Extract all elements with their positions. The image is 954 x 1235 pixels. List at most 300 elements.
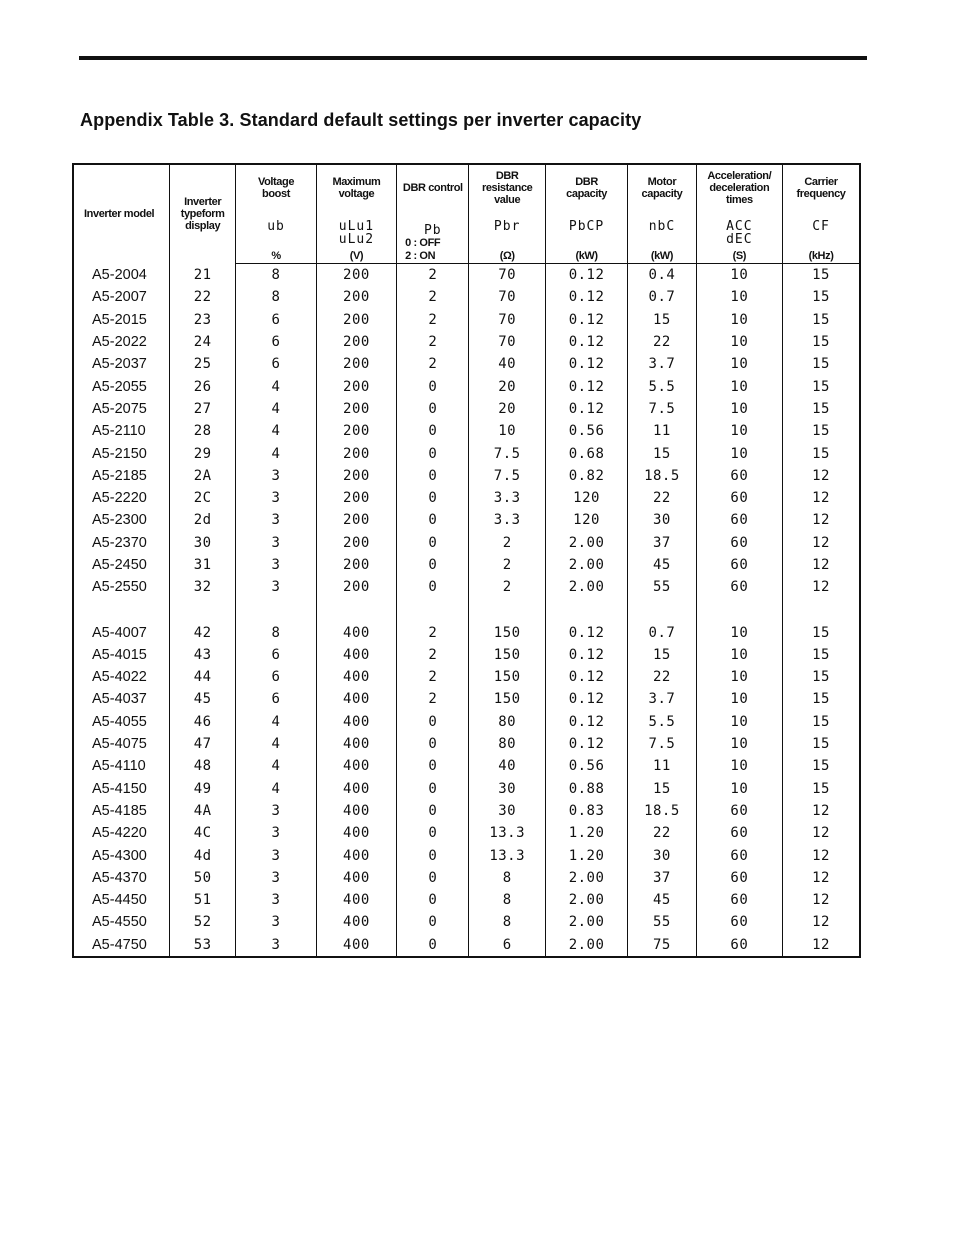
- cell-max-voltage: 200: [316, 509, 396, 531]
- cell-model: A5-4300: [73, 844, 169, 866]
- cell-dbr-control: 0: [397, 934, 469, 957]
- cell-motor-capacity: 37: [628, 532, 696, 554]
- cell-accel-time: 10: [696, 778, 782, 800]
- cell-model: A5-2022: [73, 331, 169, 353]
- cell-dbr-control: 0: [397, 711, 469, 733]
- cell-carrier-frequency: 15: [783, 353, 860, 375]
- cell-dbr-resistance: 20: [469, 375, 545, 397]
- cell-accel-time: 10: [696, 755, 782, 777]
- cell-carrier-frequency: 15: [783, 778, 860, 800]
- cell-dbr-capacity: 1.20: [545, 822, 627, 844]
- header-dbr-resistance: [469, 164, 545, 211]
- table-row: [73, 442, 860, 464]
- cell-max-voltage: 400: [316, 822, 396, 844]
- cell-typeform-display: 29: [169, 442, 235, 464]
- cell-dbr-control: 0: [397, 375, 469, 397]
- cell-max-voltage: 200: [316, 532, 396, 554]
- cell-max-voltage: 400: [316, 934, 396, 957]
- cell-motor-capacity: 0.7: [628, 286, 696, 308]
- header-line: capacity: [566, 188, 607, 200]
- cell-model: A5-2450: [73, 554, 169, 576]
- cell-dbr-capacity: 2.00: [545, 867, 627, 889]
- cell-typeform-display: 2A: [169, 465, 235, 487]
- cell-voltage-boost: 8: [236, 621, 316, 643]
- cell-typeform-display: 42: [169, 621, 235, 643]
- header-line: frequency: [796, 188, 846, 200]
- cell-model: A5-2220: [73, 487, 169, 509]
- cell-voltage-boost: 6: [236, 353, 316, 375]
- cell-dbr-resistance: 70: [469, 264, 545, 287]
- table-row: [73, 420, 860, 442]
- cell-motor-capacity: 75: [628, 934, 696, 957]
- cell-carrier-frequency: 12: [783, 800, 860, 822]
- cell-voltage-boost: 3: [236, 465, 316, 487]
- cell-dbr-resistance: 8: [469, 867, 545, 889]
- spacer-cell: [397, 598, 469, 621]
- spacer-cell: [696, 598, 782, 621]
- parameter-code: Pbr: [493, 219, 521, 234]
- cell-dbr-resistance: 7.5: [469, 442, 545, 464]
- header-max-voltage: [316, 164, 396, 211]
- cell-model: A5-2150: [73, 442, 169, 464]
- cell-motor-capacity: 22: [628, 822, 696, 844]
- cell-max-voltage: 400: [316, 755, 396, 777]
- header-line: Maximum: [332, 176, 381, 188]
- header-inverter-model: Inverter model: [73, 164, 169, 264]
- cell-dbr-capacity: 2.00: [545, 889, 627, 911]
- cell-model: A5-2370: [73, 532, 169, 554]
- cell-accel-time: 60: [696, 800, 782, 822]
- unit-label: (S): [732, 250, 747, 262]
- cell-motor-capacity: 55: [628, 576, 696, 598]
- cell-dbr-capacity: 2.00: [545, 576, 627, 598]
- cell-model: A5-4055: [73, 711, 169, 733]
- cell-max-voltage: 200: [316, 353, 396, 375]
- cell-carrier-frequency: 15: [783, 644, 860, 666]
- cell-typeform-display: 26: [169, 375, 235, 397]
- cell-carrier-frequency: 12: [783, 487, 860, 509]
- cell-max-voltage: 400: [316, 911, 396, 933]
- table-row: [73, 576, 860, 598]
- parameter-code: uLu1: [338, 219, 375, 234]
- cell-accel-time: 10: [696, 688, 782, 710]
- cell-accel-time: 10: [696, 309, 782, 331]
- cell-carrier-frequency: 15: [783, 286, 860, 308]
- cell-voltage-boost: 6: [236, 309, 316, 331]
- parameter-code: uLu2: [338, 232, 375, 247]
- cell-typeform-display: 21: [169, 264, 235, 287]
- cell-typeform-display: 4C: [169, 822, 235, 844]
- cell-accel-time: 10: [696, 442, 782, 464]
- cell-max-voltage: 200: [316, 398, 396, 420]
- cell-model: A5-4550: [73, 911, 169, 933]
- table-row: [73, 532, 860, 554]
- cell-max-voltage: 400: [316, 844, 396, 866]
- header-typeform-line: typeform: [180, 208, 225, 221]
- cell-typeform-display: 53: [169, 934, 235, 957]
- table-row: [73, 487, 860, 509]
- cell-carrier-frequency: 15: [783, 264, 860, 287]
- cell-dbr-capacity: 0.12: [545, 309, 627, 331]
- header-motor-capacity: [628, 164, 696, 211]
- spacer-cell: [169, 598, 235, 621]
- cell-dbr-control: 0: [397, 911, 469, 933]
- cell-voltage-boost: 4: [236, 711, 316, 733]
- cell-model: A5-4185: [73, 800, 169, 822]
- cell-model: A5-4750: [73, 934, 169, 957]
- table-body-200v: [73, 264, 860, 599]
- table-row: [73, 867, 860, 889]
- cell-accel-time: 60: [696, 844, 782, 866]
- cell-typeform-display: 30: [169, 532, 235, 554]
- header-line: Voltage: [257, 176, 295, 188]
- cell-model: A5-4150: [73, 778, 169, 800]
- cell-dbr-control: 0: [397, 442, 469, 464]
- cell-motor-capacity: 22: [628, 331, 696, 353]
- table-row: [73, 934, 860, 957]
- cell-dbr-control: 2: [397, 309, 469, 331]
- cell-dbr-resistance: 70: [469, 331, 545, 353]
- cell-carrier-frequency: 12: [783, 554, 860, 576]
- cell-voltage-boost: 3: [236, 554, 316, 576]
- cell-max-voltage: 400: [316, 621, 396, 643]
- cell-accel-time: 10: [696, 286, 782, 308]
- cell-max-voltage: 200: [316, 264, 396, 287]
- cell-carrier-frequency: 12: [783, 822, 860, 844]
- cell-voltage-boost: 3: [236, 487, 316, 509]
- cell-dbr-control: 0: [397, 733, 469, 755]
- cell-motor-capacity: 15: [628, 778, 696, 800]
- cell-carrier-frequency: 12: [783, 867, 860, 889]
- cell-accel-time: 10: [696, 644, 782, 666]
- parameter-code: Pb: [423, 223, 442, 238]
- cell-motor-capacity: 37: [628, 867, 696, 889]
- cell-carrier-frequency: 15: [783, 733, 860, 755]
- cell-max-voltage: 200: [316, 309, 396, 331]
- cell-dbr-capacity: 0.12: [545, 711, 627, 733]
- cell-model: A5-4220: [73, 822, 169, 844]
- cell-carrier-frequency: 15: [783, 375, 860, 397]
- header-accel-decel: [696, 164, 782, 211]
- cell-carrier-frequency: 15: [783, 711, 860, 733]
- cell-motor-capacity: 45: [628, 889, 696, 911]
- cell-max-voltage: 400: [316, 889, 396, 911]
- cell-dbr-resistance: 6: [469, 934, 545, 957]
- table-row: [73, 889, 860, 911]
- cell-dbr-capacity: 0.12: [545, 264, 627, 287]
- parameter-code: CF: [812, 219, 830, 234]
- cell-dbr-resistance: 30: [469, 778, 545, 800]
- cell-typeform-display: 2d: [169, 509, 235, 531]
- cell-accel-time: 60: [696, 822, 782, 844]
- cell-dbr-capacity: 0.12: [545, 398, 627, 420]
- cell-max-voltage: 400: [316, 644, 396, 666]
- cell-motor-capacity: 7.5: [628, 398, 696, 420]
- cell-dbr-control: 0: [397, 889, 469, 911]
- cell-dbr-resistance: 150: [469, 644, 545, 666]
- cell-accel-time: 60: [696, 465, 782, 487]
- cell-carrier-frequency: 15: [783, 688, 860, 710]
- cell-accel-time: 10: [696, 398, 782, 420]
- cell-model: A5-2037: [73, 353, 169, 375]
- cell-dbr-capacity: 0.12: [545, 375, 627, 397]
- cell-typeform-display: 31: [169, 554, 235, 576]
- cell-dbr-resistance: 8: [469, 911, 545, 933]
- cell-accel-time: 60: [696, 934, 782, 957]
- code-motor-capacity: [628, 211, 696, 264]
- unit-label: (V): [349, 250, 364, 262]
- spacer-cell: [316, 598, 396, 621]
- cell-motor-capacity: 22: [628, 487, 696, 509]
- cell-accel-time: 10: [696, 331, 782, 353]
- cell-voltage-boost: 3: [236, 889, 316, 911]
- cell-accel-time: 60: [696, 867, 782, 889]
- cell-voltage-boost: 4: [236, 778, 316, 800]
- option-off: 0 : OFF: [405, 237, 441, 249]
- cell-motor-capacity: 5.5: [628, 711, 696, 733]
- cell-max-voltage: 400: [316, 778, 396, 800]
- header-line: Carrier: [804, 176, 838, 188]
- table-row: [73, 331, 860, 353]
- table-row: [73, 621, 860, 643]
- cell-model: A5-4007: [73, 621, 169, 643]
- cell-typeform-display: 50: [169, 867, 235, 889]
- header-line: capacity: [641, 188, 683, 200]
- cell-dbr-control: 2: [397, 688, 469, 710]
- code-spacer: [469, 233, 544, 246]
- cell-dbr-resistance: 10: [469, 420, 545, 442]
- table-row: [73, 398, 860, 420]
- cell-dbr-control: 0: [397, 398, 469, 420]
- cell-model: A5-2004: [73, 264, 169, 287]
- header-line: boost: [262, 188, 290, 200]
- cell-dbr-resistance: 70: [469, 309, 545, 331]
- table-row: [73, 353, 860, 375]
- cell-voltage-boost: 3: [236, 532, 316, 554]
- unit-label: (kW): [575, 250, 598, 262]
- cell-dbr-capacity: 0.12: [545, 733, 627, 755]
- cell-typeform-display: 24: [169, 331, 235, 353]
- cell-dbr-control: 0: [397, 867, 469, 889]
- header-line: Motor: [647, 176, 677, 188]
- table-row: [73, 465, 860, 487]
- cell-motor-capacity: 0.4: [628, 264, 696, 287]
- cell-typeform-display: 27: [169, 398, 235, 420]
- cell-model: A5-4075: [73, 733, 169, 755]
- cell-typeform-display: 32: [169, 576, 235, 598]
- cell-motor-capacity: 30: [628, 844, 696, 866]
- cell-dbr-capacity: 0.82: [545, 465, 627, 487]
- cell-typeform-display: 45: [169, 688, 235, 710]
- cell-dbr-control: 0: [397, 509, 469, 531]
- cell-motor-capacity: 11: [628, 420, 696, 442]
- header-carrier-frequency: [783, 164, 860, 211]
- page-title: Appendix Table 3. Standard default settings per inverter capacity: [80, 110, 642, 130]
- cell-dbr-resistance: 150: [469, 621, 545, 643]
- header-line: times: [725, 194, 753, 206]
- cell-carrier-frequency: 15: [783, 621, 860, 643]
- cell-motor-capacity: 45: [628, 554, 696, 576]
- cell-dbr-control: 2: [397, 331, 469, 353]
- cell-motor-capacity: 7.5: [628, 733, 696, 755]
- cell-max-voltage: 200: [316, 465, 396, 487]
- cell-dbr-control: 0: [397, 420, 469, 442]
- code-spacer: [783, 233, 859, 246]
- cell-carrier-frequency: 15: [783, 755, 860, 777]
- header-line: DBR: [575, 176, 598, 188]
- code-dbr-control: [397, 211, 469, 264]
- header-line: deceleration: [709, 182, 770, 194]
- cell-dbr-control: 2: [397, 621, 469, 643]
- cell-typeform-display: 28: [169, 420, 235, 442]
- cell-dbr-control: 2: [397, 264, 469, 287]
- cell-carrier-frequency: 15: [783, 442, 860, 464]
- cell-dbr-capacity: 1.20: [545, 844, 627, 866]
- cell-typeform-display: 46: [169, 711, 235, 733]
- cell-voltage-boost: 6: [236, 644, 316, 666]
- cell-voltage-boost: 3: [236, 822, 316, 844]
- cell-carrier-frequency: 15: [783, 666, 860, 688]
- cell-voltage-boost: 6: [236, 331, 316, 353]
- spacer-cell: [236, 598, 316, 621]
- cell-voltage-boost: 4: [236, 755, 316, 777]
- spacer-cell: [73, 598, 169, 621]
- cell-accel-time: 10: [696, 666, 782, 688]
- code-accel-decel: [696, 211, 782, 264]
- cell-dbr-capacity: 0.68: [545, 442, 627, 464]
- cell-max-voltage: 400: [316, 733, 396, 755]
- cell-motor-capacity: 3.7: [628, 353, 696, 375]
- table-row: [73, 755, 860, 777]
- cell-typeform-display: 22: [169, 286, 235, 308]
- cell-dbr-resistance: 13.3: [469, 844, 545, 866]
- code-carrier-frequency: [783, 211, 860, 264]
- header-typeform: [169, 164, 235, 264]
- cell-dbr-control: 0: [397, 778, 469, 800]
- cell-motor-capacity: 30: [628, 509, 696, 531]
- cell-motor-capacity: 18.5: [628, 800, 696, 822]
- cell-dbr-capacity: 2.00: [545, 554, 627, 576]
- cell-typeform-display: 43: [169, 644, 235, 666]
- cell-dbr-control: 0: [397, 465, 469, 487]
- header-line: DBR: [495, 170, 519, 182]
- unit-label: (kHz): [808, 250, 834, 262]
- cell-dbr-control: 0: [397, 576, 469, 598]
- cell-dbr-capacity: 2.00: [545, 532, 627, 554]
- cell-max-voltage: 200: [316, 286, 396, 308]
- cell-dbr-resistance: 40: [469, 755, 545, 777]
- cell-accel-time: 10: [696, 711, 782, 733]
- cell-motor-capacity: 22: [628, 666, 696, 688]
- cell-voltage-boost: 3: [236, 867, 316, 889]
- cell-dbr-control: 0: [397, 844, 469, 866]
- cell-max-voltage: 200: [316, 576, 396, 598]
- table-row: [73, 644, 860, 666]
- cell-dbr-control: 0: [397, 532, 469, 554]
- cell-max-voltage: 400: [316, 711, 396, 733]
- cell-dbr-capacity: 0.12: [545, 688, 627, 710]
- cell-dbr-resistance: 30: [469, 800, 545, 822]
- cell-dbr-resistance: 80: [469, 711, 545, 733]
- unit-label: (Ω): [499, 250, 515, 262]
- cell-dbr-capacity: 0.12: [545, 331, 627, 353]
- table-row: [73, 666, 860, 688]
- cell-dbr-control: 0: [397, 554, 469, 576]
- cell-dbr-resistance: 8: [469, 889, 545, 911]
- cell-max-voltage: 200: [316, 331, 396, 353]
- cell-dbr-resistance: 2: [469, 576, 545, 598]
- cell-max-voltage: 200: [316, 487, 396, 509]
- cell-model: A5-4110: [73, 755, 169, 777]
- cell-dbr-capacity: 2.00: [545, 911, 627, 933]
- cell-model: A5-2015: [73, 309, 169, 331]
- cell-accel-time: 10: [696, 621, 782, 643]
- cell-voltage-boost: 3: [236, 911, 316, 933]
- cell-carrier-frequency: 12: [783, 532, 860, 554]
- cell-voltage-boost: 6: [236, 666, 316, 688]
- cell-model: A5-4370: [73, 867, 169, 889]
- table-row: [73, 554, 860, 576]
- table-row: [73, 844, 860, 866]
- cell-motor-capacity: 15: [628, 442, 696, 464]
- table-row: [73, 264, 860, 287]
- table-row: [73, 733, 860, 755]
- cell-accel-time: 60: [696, 532, 782, 554]
- cell-dbr-resistance: 20: [469, 398, 545, 420]
- cell-voltage-boost: 4: [236, 733, 316, 755]
- cell-max-voltage: 200: [316, 375, 396, 397]
- cell-accel-time: 60: [696, 487, 782, 509]
- cell-model: A5-2550: [73, 576, 169, 598]
- cell-carrier-frequency: 12: [783, 465, 860, 487]
- cell-motor-capacity: 15: [628, 309, 696, 331]
- cell-dbr-control: 2: [397, 644, 469, 666]
- cell-model: A5-4022: [73, 666, 169, 688]
- cell-typeform-display: 47: [169, 733, 235, 755]
- header-line: resistance: [481, 182, 533, 194]
- header-voltage-boost: [236, 164, 316, 211]
- cell-voltage-boost: 6: [236, 688, 316, 710]
- cell-voltage-boost: 3: [236, 576, 316, 598]
- cell-accel-time: 10: [696, 420, 782, 442]
- code-spacer: [628, 233, 695, 246]
- cell-dbr-capacity: 0.56: [545, 420, 627, 442]
- table-row: [73, 509, 860, 531]
- parameter-code: PbCP: [568, 219, 605, 234]
- cell-carrier-frequency: 12: [783, 934, 860, 957]
- spacer-cell: [628, 598, 696, 621]
- cell-dbr-resistance: 40: [469, 353, 545, 375]
- cell-dbr-resistance: 2: [469, 554, 545, 576]
- code-dbr-capacity: [545, 211, 627, 264]
- cell-voltage-boost: 4: [236, 375, 316, 397]
- cell-dbr-capacity: 0.88: [545, 778, 627, 800]
- cell-dbr-resistance: 70: [469, 286, 545, 308]
- cell-voltage-boost: 8: [236, 286, 316, 308]
- spacer-cell: [783, 598, 860, 621]
- cell-dbr-capacity: 0.12: [545, 286, 627, 308]
- cell-accel-time: 60: [696, 911, 782, 933]
- unit-label: (kW): [650, 250, 674, 262]
- header-typeform-line: display: [185, 220, 221, 233]
- cell-typeform-display: 44: [169, 666, 235, 688]
- cell-dbr-control: 0: [397, 755, 469, 777]
- header-dbr-control: [397, 164, 469, 211]
- header-line: Acceleration/: [707, 170, 772, 182]
- cell-model: A5-4015: [73, 644, 169, 666]
- code-spacer: [546, 233, 627, 246]
- cell-carrier-frequency: 12: [783, 509, 860, 531]
